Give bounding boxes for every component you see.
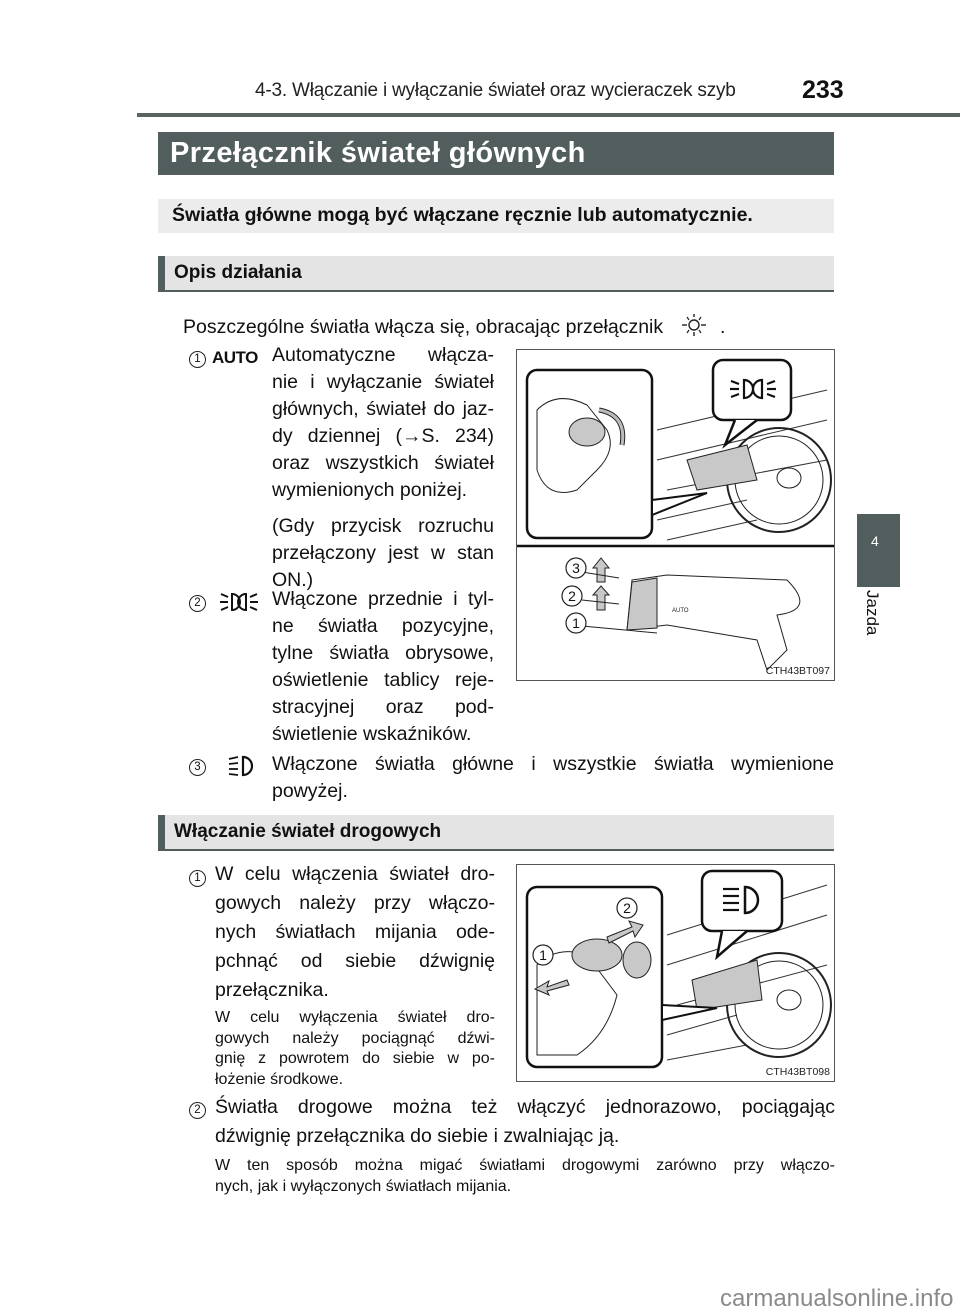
section-heading-text: Opis działania (174, 262, 302, 283)
s2-item-2-note (215, 1156, 835, 1197)
figure-headlight-switch (516, 349, 835, 681)
text-line: oraz wszystkich świateł (272, 452, 494, 474)
chapter-number: 4 (871, 533, 879, 549)
lead-box (158, 199, 834, 233)
text-line: Automatyczne włącza- (272, 344, 494, 366)
circled-number: 2 (189, 595, 206, 612)
text-line: Światła drogowe można też włączyć jednorazowo, pociągając (215, 1096, 835, 1118)
lead-text: Światła główne mogą być włączane ręcznie lub automatycznie. (172, 204, 753, 226)
s2-item-1-text (215, 860, 495, 1005)
intro-end: . (719, 316, 726, 338)
page-title: Przełącznik świateł głównych (170, 137, 586, 169)
figure-high-beam-lever (516, 864, 835, 1082)
auto-label-icon: AUTO (212, 348, 258, 367)
text-line: W ten sposób można migać światłami drogowymi zarówno przy włączo- (215, 1157, 835, 1174)
text-line: powyżej. (272, 780, 348, 802)
item-2-number (189, 593, 206, 612)
item-2-text (272, 586, 494, 748)
section-heading-text: Włączanie świateł drogowych (174, 821, 442, 842)
section-heading-high-beam (158, 815, 834, 851)
text-line: głównych, świateł do jaz- (272, 398, 494, 420)
text-line: dy dziennej (→S. 234) (272, 425, 494, 447)
svg-text:3: 3 (572, 560, 580, 576)
text-line: świetlenie wskaźników. (272, 723, 472, 745)
circled-number: 2 (189, 1102, 206, 1119)
text-line: Włączone przednie i tyl- (272, 588, 494, 610)
svg-text:1: 1 (572, 615, 580, 631)
text-line: Włączone światła główne i wszystkie światła wymienione (272, 753, 834, 775)
section-accent (158, 815, 165, 851)
text-line: ne światła pozycyjne, (272, 615, 494, 637)
svg-text:AUTO: AUTO (672, 608, 689, 614)
item-3-text (272, 751, 834, 805)
text-line: pchnąć od siebie dźwignię (215, 950, 495, 972)
intro-paragraph (183, 313, 725, 341)
text-line: przełącznika. (215, 979, 329, 1001)
text-line: dźwignię przełącznika do siebie i zwalniając ją. (215, 1125, 620, 1147)
text-line: wymienionych poniżej. (272, 479, 468, 501)
switch-illustration (517, 350, 834, 680)
circled-number: 1 (189, 351, 206, 368)
text-line: (Gdy przycisk rozruchu (272, 515, 494, 537)
text-line: gnię z powrotem do siebie w po- (215, 1050, 495, 1067)
circled-number: 3 (189, 759, 206, 776)
svg-text:2: 2 (568, 588, 576, 604)
tail-lights-icon (218, 590, 260, 619)
chapter-label: Jazda (863, 590, 882, 636)
text-line: gowych należy pociągnąć dźwi- (215, 1029, 495, 1047)
text-line: nie i wyłączanie świateł (272, 371, 494, 393)
s2-item-1-number (189, 868, 206, 887)
figure-code: CTH43BT098 (765, 1066, 830, 1078)
text-line: ON.) (272, 569, 314, 591)
s2-item-2-text (215, 1093, 835, 1151)
circled-number: 1 (189, 870, 206, 887)
svg-text:2: 2 (623, 900, 631, 916)
headlight-icon (225, 754, 259, 783)
header-rule (137, 113, 960, 117)
svg-text:1: 1 (539, 947, 547, 963)
item-1-number (189, 349, 206, 368)
text-line: przełączony jest w stan (272, 542, 494, 564)
text-line: stracyjnej oraz pod- (272, 696, 494, 718)
text-line: łożenie środkowe. (215, 1070, 344, 1088)
item-1-text (272, 342, 494, 594)
text-line: tylne światła obrysowe, (272, 642, 494, 664)
watermark: carmanualsonline.info (720, 1285, 954, 1312)
s2-item-1-note (215, 1008, 495, 1090)
page-number: 233 (802, 76, 844, 104)
text-line: W celu włączenia świateł dro- (215, 863, 495, 885)
text-line: oświetlenie tablicy reje- (272, 669, 494, 691)
figure-code: CTH43BT097 (765, 665, 830, 677)
lever-illustration (517, 865, 834, 1081)
intro-text: Poszczególne światła włącza się, obracając przełącznik (183, 316, 664, 338)
text-line: W celu wyłączenia świateł dro- (215, 1009, 495, 1026)
section-heading-operation (158, 256, 834, 292)
chapter-tab[interactable] (857, 514, 900, 587)
light-switch-icon (679, 313, 709, 335)
text-line: nych światłach mijania ode- (215, 921, 495, 943)
section-accent (158, 256, 165, 292)
running-header: 4-3. Włączanie i wyłączanie świateł oraz wycieraczek szyb (255, 80, 736, 101)
text-line: nych, jak i wyłączonych światłach mijania. (215, 1177, 512, 1195)
s2-item-2-number (189, 1100, 206, 1119)
page-title-bar (158, 132, 834, 175)
text-line: gowych należy przy włączo- (215, 892, 495, 914)
item-3-number (189, 757, 206, 776)
